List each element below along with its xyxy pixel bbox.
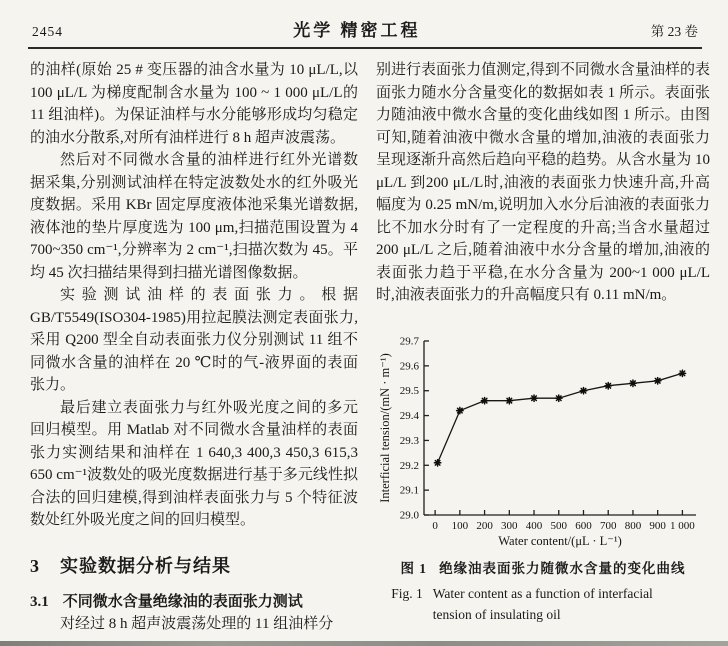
paragraph-continuation: 别进行表面张力值测定,得到不同微水含量油样的表面张力随水分含量变化的数据如表 1 所示。表面张力随油液中微水含量的变化曲线如图 1 所示。由图可知,随着油液中微水含量的增加,油液的表面张力呈现逐渐升高然后趋向平稳的趋势。从含水量为 10 μL/L 到200 μL/L时,油液的表面张力快速升高,升高幅度为 0.25 mN/m,说明加入水分后油液的表面张力比不加水分时有了一定程度的升高;当含水量超过 200 μL/L 之后,随着油液中水分含量的增加,油液的表面张力趋于平稳,在水分含量为 200~1 000 μL/L 时,油液表面张力的升高幅度只有 0.11 mN/m。 [376,62,710,303]
paragraph: 然后对不同微水含量的油样进行红外光谱数据采集,分别测试油样在特定波数处水的红外吸光度数据。采用 KBr 固定厚度液体池采集光谱数据,液体池的垫片厚度选为 100 μm,扫描范围设置为 4 700~350 cm⁻¹,分辨率为 2 cm⁻¹,扫描次数为 45。平均 45 次扫描结果得到扫描光谱图像数据。 [30,152,358,281]
paragraph: 实验测试油样的表面张力。根据 GB/T5549(ISO304-1985)用拉起膜法测定表面张力,采用 Q200 型全自动表面张力仪分别测试 11 组不同微水含量的油样在 20 ℃时的气-液界面的表面张力。 [30,287,358,393]
svg-text:29.7: 29.7 [399,335,419,347]
paragraph: 对经过 8 h 超声波震荡处理的 11 组油样分 [60,615,334,632]
figure-caption-en [376,583,710,625]
svg-text:500: 500 [550,519,568,532]
svg-text:Water content/(μL · L⁻¹): Water content/(μL · L⁻¹) [498,533,622,548]
svg-text:700: 700 [599,519,617,532]
svg-text:200: 200 [476,519,493,532]
section-heading [30,552,358,578]
page-header [0,0,728,47]
page-number: 2454 [32,24,63,39]
subsection-title: 不同微水含量绝缘油的表面张力测试 [62,593,303,610]
paragraph-continuation: 的油样(原始 25 # 变压器的油含水量为 10 μL/L,以 100 μL/L 为梯度配制含水量为 100 ~ 1 000 μL/L的 11 组油样)。为保证油样与水分能够形成均匀稳定的油水分散系,对所有油样进行 8 h 超声波震荡。 [30,62,358,146]
subsection-heading [30,590,358,611]
two-column-body [0,49,728,635]
figure-1 [376,331,710,625]
svg-text:29.5: 29.5 [399,384,419,397]
paragraph: 最后建立表面张力与红外吸光度之间的多元回归模型。用 Matlab 对不同微水含量油样的表面张力实测结果和油样在 1 640,3 400,3 450,3 615,3 650 cm⁻¹波数处的吸光度数据进行基于多元线性拟合法的回归建模,得到油样表面张力与 5 个特征波数处红外吸光度之间的回归模型。 [30,399,358,528]
svg-text:29.4: 29.4 [399,409,419,422]
svg-text:0: 0 [432,519,438,532]
figure-caption-zh [376,557,710,577]
svg-text:1 000: 1 000 [670,519,695,532]
figure-caption-en-text: Water content as a function of interfacial tension of insulating oil [432,585,653,622]
scan-edge [0,641,728,646]
svg-text:29.3: 29.3 [399,434,419,447]
svg-text:29.2: 29.2 [399,459,419,472]
figure-caption-en-prefix: Fig. 1 [391,585,423,601]
left-column [30,59,358,635]
svg-text:600: 600 [575,519,592,532]
svg-text:300: 300 [501,519,518,532]
svg-text:29.0: 29.0 [399,509,419,521]
section-title: 实验数据分析与结果 [60,555,231,576]
svg-text:Interficial tension/(mN · m⁻¹): Interficial tension/(mN · m⁻¹) [378,352,392,503]
volume-label: 第 23 卷 [650,24,698,39]
figure-caption-zh-prefix: 图 1 [400,560,428,576]
svg-text:400: 400 [525,519,543,532]
figure-caption-zh-text: 绝缘油表面张力随微水含量的变化曲线 [439,560,686,576]
svg-text:29.6: 29.6 [399,359,419,372]
right-column [376,59,710,635]
svg-text:29.1: 29.1 [399,484,419,497]
line-chart [378,331,708,549]
svg-text:100: 100 [451,519,469,532]
svg-text:900: 900 [649,519,666,532]
svg-text:800: 800 [624,519,642,532]
section-number: 3 [30,555,40,576]
subsection-number: 3.1 [30,593,49,610]
journal-title: 光学 精密工程 [293,21,421,40]
